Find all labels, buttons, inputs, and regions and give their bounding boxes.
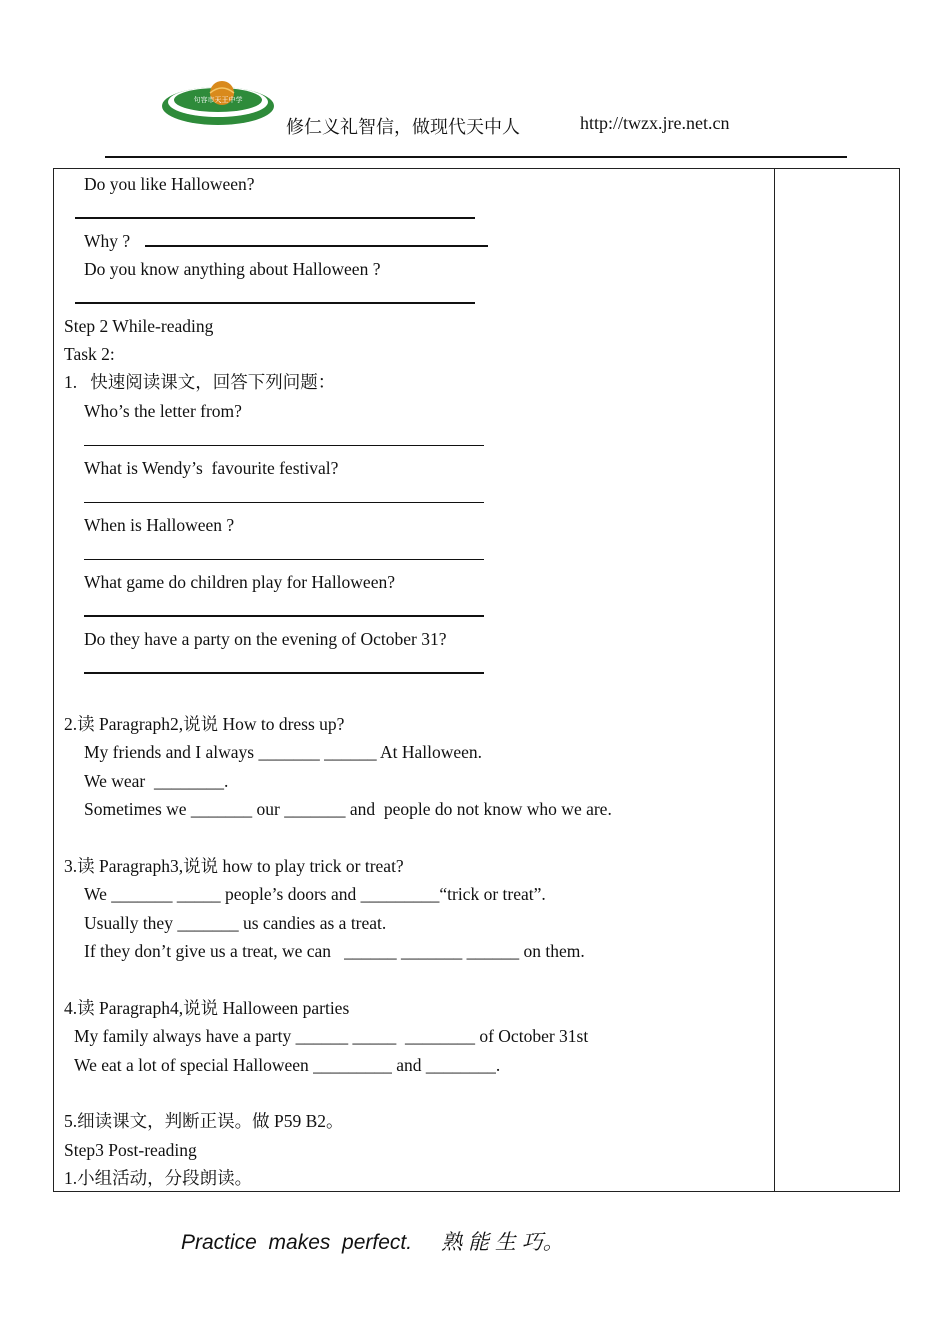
reading-question: Who’s the letter from? — [84, 401, 242, 421]
question-why: Why ? — [84, 231, 131, 251]
item2-heading: 2.读 Paragraph2,说说 How to dress up? — [64, 714, 345, 734]
answer-line[interactable] — [84, 502, 484, 503]
fill-in-line: We wear ________. — [84, 771, 229, 791]
reading-question: When is Halloween ? — [84, 515, 235, 535]
answer-line[interactable] — [145, 245, 488, 247]
worksheet-table — [53, 168, 900, 1192]
svg-text:句容市天王中学: 句容市天王中学 — [193, 96, 243, 104]
header-rule — [105, 156, 847, 158]
step3-heading: Step3 Post-reading — [64, 1140, 197, 1160]
fill-in-line: Sometimes we _______ our _______ and people do not know who we are. — [84, 799, 612, 819]
fill-in-line: We _______ _____ people’s doors and _________“trick or treat”. — [84, 884, 546, 904]
fill-in-line: Usually they _______ us candies as a treat. — [84, 913, 387, 933]
fill-in-line: My friends and I always _______ ______ At Halloween. — [84, 742, 483, 762]
reading-question: Do they have a party on the evening of October 31? — [84, 629, 447, 649]
answer-line[interactable] — [84, 559, 484, 560]
item5-instruction: 5.细读课文，判断正误。做 P59 B2。 — [64, 1111, 344, 1131]
answer-line[interactable] — [84, 615, 484, 617]
item1-instruction: 1. 快速阅读课文，回答下列问题： — [64, 372, 336, 392]
step2-heading: Step 2 While-reading — [64, 316, 214, 336]
answer-line[interactable] — [75, 217, 475, 219]
item3-heading: 3.读 Paragraph3,说说 how to play trick or treat? — [64, 856, 404, 876]
column-divider — [774, 169, 775, 1191]
reading-question: What is Wendy’s favourite festival? — [84, 458, 339, 478]
answer-line[interactable] — [75, 302, 475, 304]
school-logo — [160, 80, 276, 128]
task2-heading: Task 2: — [64, 344, 115, 364]
answer-line[interactable] — [84, 672, 484, 674]
school-url[interactable]: http://twzx.jre.net.cn — [580, 113, 730, 133]
footer-proverb: Practice makes perfect. 熟 能 生 巧。 — [181, 1231, 564, 1254]
fill-in-line: If they don’t give us a treat, we can ______ _______ ______ on them. — [84, 941, 585, 961]
school-motto: 修仁义礼智信，做现代天中人 — [286, 117, 520, 137]
answer-line[interactable] — [84, 445, 484, 446]
item4-heading: 4.读 Paragraph4,说说 Halloween parties — [64, 998, 350, 1018]
step3-item1: 1.小组活动，分段朗读。 — [64, 1168, 253, 1188]
fill-in-line: We eat a lot of special Halloween _________ and ________. — [74, 1055, 501, 1075]
fill-in-line: My family always have a party ______ _____ ________ of October 31st — [74, 1026, 589, 1046]
reading-question: What game do children play for Halloween? — [84, 572, 395, 592]
question-like: Do you like Halloween? — [84, 174, 255, 194]
question-know: Do you know anything about Halloween ? — [84, 259, 381, 279]
